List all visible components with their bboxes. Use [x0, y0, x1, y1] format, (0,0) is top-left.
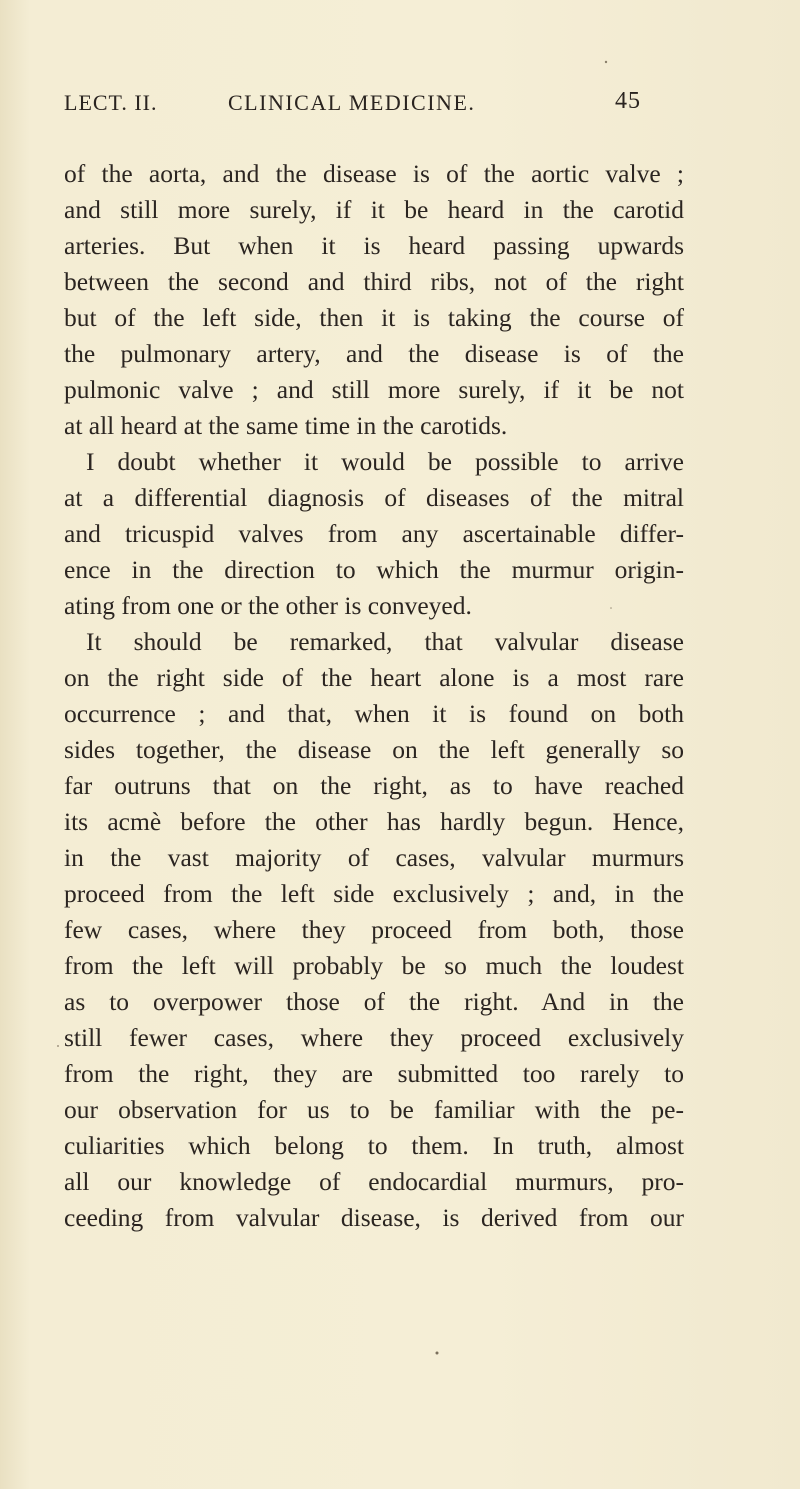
speck — [57, 1045, 59, 1047]
text-line: proceed from the left side exclusively ; and, in the — [64, 879, 684, 908]
text-line: but of the left side, then it is taking the course of — [64, 303, 684, 332]
text-line: and still more surely, if it be heard in the carotid — [64, 195, 684, 224]
running-head — [64, 84, 664, 124]
speck — [605, 61, 607, 63]
text-line: ating from one or the other is conveyed. — [64, 591, 472, 620]
text-line: and tricuspid valves from any ascertainable differ- — [64, 519, 684, 548]
text-line: in the vast majority of cases, valvular murmurs — [64, 843, 684, 872]
lecture-number: LECT. II. — [64, 90, 158, 115]
text-line: I doubt whether it would be possible to arrive — [86, 447, 684, 476]
text-line: from the left will probably be so much the loudest — [64, 951, 684, 980]
text-line: ceeding from valvular disease, is derived from our — [64, 1203, 684, 1232]
page-number: 45 — [615, 88, 641, 114]
text-line: on the right side of the heart alone is a most rare — [64, 663, 684, 692]
text-line: the pulmonary artery, and the disease is of the — [64, 339, 684, 368]
text-line: It should be remarked, that valvular disease — [86, 627, 684, 656]
text-line: few cases, where they proceed from both, those — [64, 915, 684, 944]
text-line: of the aorta, and the disease is of the aortic valve ; — [64, 159, 684, 188]
text-line: at a differential diagnosis of diseases of the mitral — [64, 483, 684, 512]
text-line: from the right, they are submitted too rarely to — [64, 1059, 684, 1088]
text-line: sides together, the disease on the left generally so — [64, 735, 684, 764]
text-line: ence in the direction to which the murmur origin- — [64, 555, 684, 584]
body-text — [64, 156, 684, 1236]
book-title: CLINICAL MEDICINE. — [228, 90, 476, 115]
text-line: at all heard at the same time in the carotids. — [64, 411, 508, 440]
text-line: our observation for us to be familiar with the pe- — [64, 1095, 684, 1124]
text-line: between the second and third ribs, not of the right — [64, 267, 684, 296]
text-line: still fewer cases, where they proceed exclusively — [64, 1023, 684, 1052]
text-line: all our knowledge of endocardial murmurs, pro- — [64, 1167, 684, 1196]
text-line: occurrence ; and that, when it is found on both — [64, 699, 684, 728]
text-line: culiarities which belong to them. In truth, almost — [64, 1131, 684, 1160]
text-line: far outruns that on the right, as to have reached — [64, 771, 684, 800]
text-line: as to overpower those of the right. And in the — [64, 987, 684, 1016]
text-line: pulmonic valve ; and still more surely, if it be not — [64, 375, 684, 404]
text-line: arteries. But when it is heard passing upwards — [64, 231, 684, 260]
text-line: its acmè before the other has hardly begun. Hence, — [64, 807, 684, 836]
speck — [436, 1352, 439, 1355]
